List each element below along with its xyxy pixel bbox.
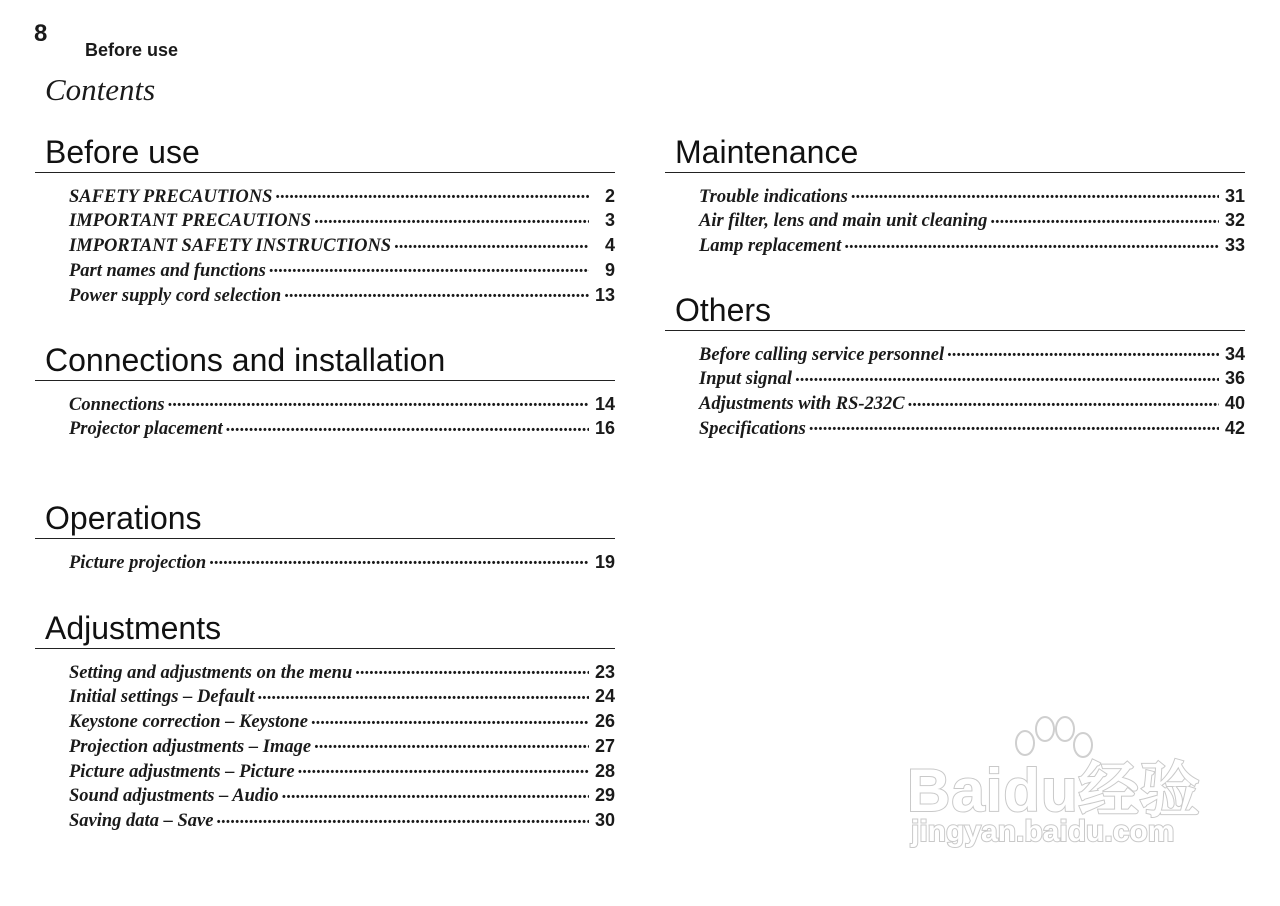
- dot-leader: [258, 684, 589, 703]
- toc-entry: [69, 391, 615, 416]
- toc-entry-title: Specifications: [699, 418, 806, 439]
- watermark-main: Baidu经验: [907, 757, 1201, 824]
- toc-entry-page: 26: [594, 711, 615, 732]
- dot-leader: [947, 341, 1219, 360]
- toc-entry-page: 9: [604, 259, 615, 280]
- toc-entry-title: Adjustments with RS-232C: [699, 394, 905, 415]
- toc-list: [665, 331, 1245, 440]
- toc-entry-page: 30: [594, 810, 615, 831]
- toc-entry: [699, 415, 1245, 440]
- watermark-sub: jingyan.baidu.com: [911, 815, 1175, 848]
- toc-entry-title: IMPORTANT PRECAUTIONS: [69, 211, 312, 232]
- toc-list: [35, 173, 615, 307]
- toc-entry: [699, 391, 1245, 416]
- toc-entry-title: Input signal: [699, 369, 793, 390]
- dot-leader: [990, 208, 1219, 227]
- toc-entry: [69, 659, 615, 684]
- toc-entry-title: Part names and functions: [69, 260, 266, 281]
- toc-entry-page: 4: [604, 235, 615, 256]
- toc-entry: [69, 709, 615, 734]
- section-operations: [35, 499, 615, 574]
- toc-entry: [699, 341, 1245, 366]
- toc-entry: [69, 183, 615, 208]
- toc-entry-page: 33: [1224, 235, 1245, 256]
- baidu-watermark: [905, 715, 1205, 860]
- toc-entry-title: Setting and adjustments on the menu: [69, 662, 353, 683]
- toc-entry-title: Connections: [69, 394, 165, 415]
- dot-leader: [851, 183, 1219, 202]
- toc-entry-page: 2: [604, 185, 615, 206]
- toc-entry: [69, 758, 615, 783]
- toc-entry-title: Sound adjustments – Audio: [69, 786, 279, 807]
- toc-entry-page: 42: [1224, 417, 1245, 438]
- toc-entry-page: 3: [604, 210, 615, 231]
- toc-entry-page: 24: [594, 686, 615, 707]
- toc-list: [35, 539, 615, 574]
- toc-entry: [69, 733, 615, 758]
- running-head: Before use: [85, 40, 179, 60]
- dot-leader: [394, 233, 589, 252]
- toc-entry-title: Lamp replacement: [699, 236, 842, 257]
- toc-list: [35, 649, 615, 833]
- section-heading: Connections and installation: [35, 341, 615, 381]
- section-maintenance: [665, 133, 1245, 257]
- toc-entry: [69, 684, 615, 709]
- dot-leader: [275, 183, 589, 202]
- dot-leader: [795, 366, 1219, 385]
- toc-entry-page: 40: [1224, 393, 1245, 414]
- toc-entry-page: 34: [1224, 343, 1245, 364]
- toc-entry-page: 19: [594, 551, 615, 572]
- toc-entry-title: SAFETY PRECAUTIONS: [69, 186, 273, 207]
- toc-entry: [699, 366, 1245, 391]
- section-adjustments: [35, 609, 615, 833]
- section-connections: [35, 341, 615, 441]
- toc-entry-title: Saving data – Save: [69, 811, 214, 832]
- toc-entry-page: 13: [594, 284, 615, 305]
- section-heading: Adjustments: [35, 609, 615, 649]
- toc-entry-title: Picture projection: [69, 552, 207, 573]
- dot-leader: [314, 208, 589, 227]
- section-others: [665, 291, 1245, 440]
- dot-leader: [168, 391, 589, 410]
- section-heading: Operations: [35, 499, 615, 539]
- toc-entry-page: 14: [594, 393, 615, 414]
- toc-entry-page: 36: [1224, 368, 1245, 389]
- toc-entry-title: Air filter, lens and main unit cleaning: [699, 211, 988, 232]
- toc-entry-title: Projector placement: [69, 419, 223, 440]
- dot-leader: [284, 282, 589, 301]
- toc-entry: [69, 783, 615, 808]
- toc-entry-page: 23: [594, 661, 615, 682]
- section-heading: Maintenance: [665, 133, 1245, 173]
- toc-entry-page: 31: [1224, 185, 1245, 206]
- dot-leader: [216, 808, 589, 827]
- dot-leader: [844, 233, 1219, 252]
- toc-entry-page: 28: [594, 760, 615, 781]
- toc-entry-title: IMPORTANT SAFETY INSTRUCTIONS: [69, 236, 392, 257]
- toc-entry: [69, 808, 615, 833]
- toc-entry-title: Power supply cord selection: [69, 285, 282, 306]
- toc-entry: [69, 257, 615, 282]
- toc-entry: [69, 416, 615, 441]
- toc-entry-page: 29: [594, 785, 615, 806]
- dot-leader: [226, 416, 589, 435]
- dot-leader: [311, 709, 589, 728]
- toc-entry-page: 16: [594, 418, 615, 439]
- dot-leader: [209, 549, 589, 568]
- toc-entry-page: 32: [1224, 210, 1245, 231]
- toc-entry: [69, 208, 615, 233]
- dot-leader: [282, 783, 589, 802]
- dot-leader: [269, 257, 589, 276]
- toc-entry-title: Initial settings – Default: [69, 687, 255, 708]
- toc-entry: [699, 208, 1245, 233]
- toc-entry: [69, 282, 615, 307]
- toc-entry: [69, 549, 615, 574]
- toc-entry-title: Trouble indications: [699, 186, 848, 207]
- dot-leader: [298, 758, 589, 777]
- toc-entry-title: Before calling service personnel: [699, 344, 945, 365]
- dot-leader: [355, 659, 589, 678]
- toc-list: [35, 381, 615, 441]
- section-heading: Before use: [35, 133, 615, 173]
- contents-title: Contents: [45, 72, 156, 107]
- toc-entry: [69, 233, 615, 258]
- toc-entry-title: Projection adjustments – Image: [69, 736, 312, 757]
- page-number: 8: [34, 20, 48, 47]
- toc-entry-title: Keystone correction – Keystone: [69, 712, 308, 733]
- dot-leader: [314, 733, 589, 752]
- section-heading: Others: [665, 291, 1245, 331]
- dot-leader: [809, 415, 1219, 434]
- toc-entry-page: 27: [594, 735, 615, 756]
- dot-leader: [908, 391, 1219, 410]
- toc-list: [665, 173, 1245, 257]
- section-before-use: [35, 133, 615, 307]
- toc-entry-title: Picture adjustments – Picture: [69, 761, 295, 782]
- toc-entry: [699, 183, 1245, 208]
- toc-entry: [699, 233, 1245, 258]
